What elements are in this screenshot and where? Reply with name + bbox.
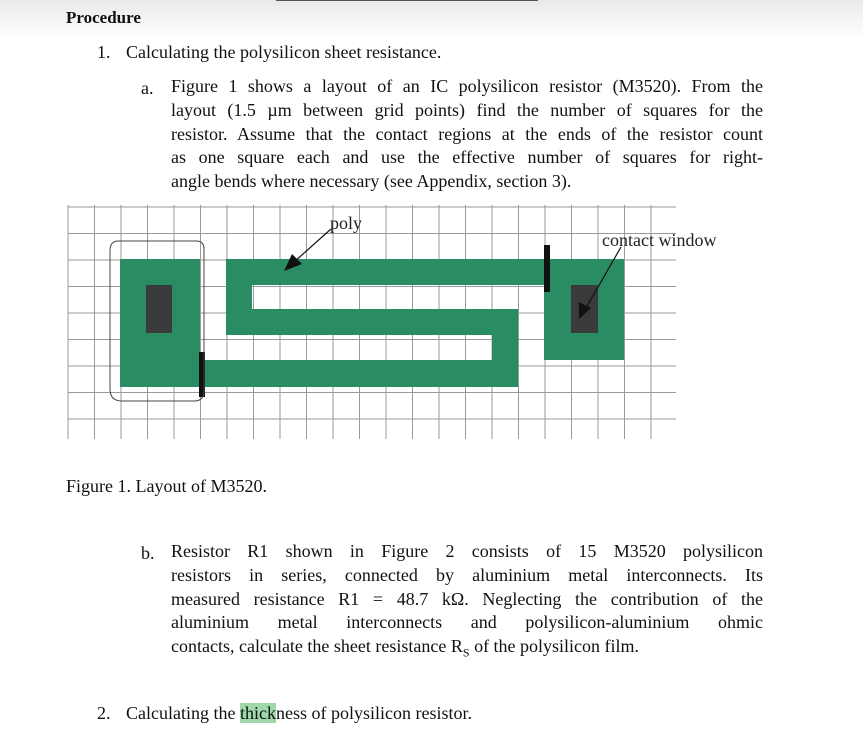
contact-window-label: contact window <box>602 230 717 250</box>
item-2-number: 2. <box>97 703 111 723</box>
item-1 <box>97 42 111 63</box>
part-b-line: Resistor R1 shown in Figure 2 consists of 15 M3520 polysilicon <box>171 541 763 561</box>
part-a-line: layout (1.5 µm between grid points) find the number of squares for the <box>171 99 763 120</box>
poly-label: poly <box>330 213 363 233</box>
part-a-paragraph <box>171 75 763 194</box>
part-b-last-line <box>171 635 763 665</box>
part-b-line: measured resistance R1 = 48.7 kΩ. Neglecting the contribution of the <box>171 588 763 609</box>
part-b-line: resistors in series, connected by aluminium metal interconnects. Its <box>171 564 763 585</box>
section-heading: Procedure <box>66 8 141 27</box>
search-highlight[interactable]: thick <box>239 703 276 723</box>
item-1-title: Calculating the polysilicon sheet resistance. <box>126 42 442 62</box>
resistor-layout-figure <box>66 205 746 445</box>
top-rule <box>276 0 538 1</box>
poly-bottom-leg <box>200 360 518 387</box>
part-b-last-text: contacts, calculate the sheet resistance R <box>171 636 463 657</box>
part-b-paragraph <box>171 540 763 666</box>
part-a-line: angle bends where necessary (see Appendix, section 3). <box>171 171 572 192</box>
part-a-line: as one square each and use the effective number of squares for right- <box>171 147 763 168</box>
part-a-letter: a. <box>141 78 154 98</box>
part-a-line: Figure 1 shows a layout of an IC polysilicon resistor (M3520). From the <box>171 76 763 96</box>
poly-middle-leg <box>226 309 492 335</box>
part-b-letter: b. <box>141 543 155 563</box>
sheet-resistance-subscript: S <box>462 645 470 660</box>
item-1-number: 1. <box>97 42 111 62</box>
part-b-line: aluminium metal interconnects and polysilicon-aluminium ohmic <box>171 612 763 633</box>
poly-right-riser <box>492 309 518 360</box>
contact-window-left <box>146 285 172 333</box>
poly-left-riser <box>226 259 252 309</box>
item-2-text-end: ness of polysilicon resistor. <box>275 703 472 723</box>
resistor-edge-right <box>544 245 550 292</box>
figure-caption: Figure 1. Layout of M3520. <box>66 476 267 496</box>
part-b-last-text-end: of the polysilicon film. <box>469 636 640 657</box>
item-2-text: Calculating the <box>126 703 240 723</box>
part-a-line: resistor. Assume that the contact regions at the ends of the resistor count <box>171 123 763 144</box>
item-2-title <box>126 703 472 724</box>
